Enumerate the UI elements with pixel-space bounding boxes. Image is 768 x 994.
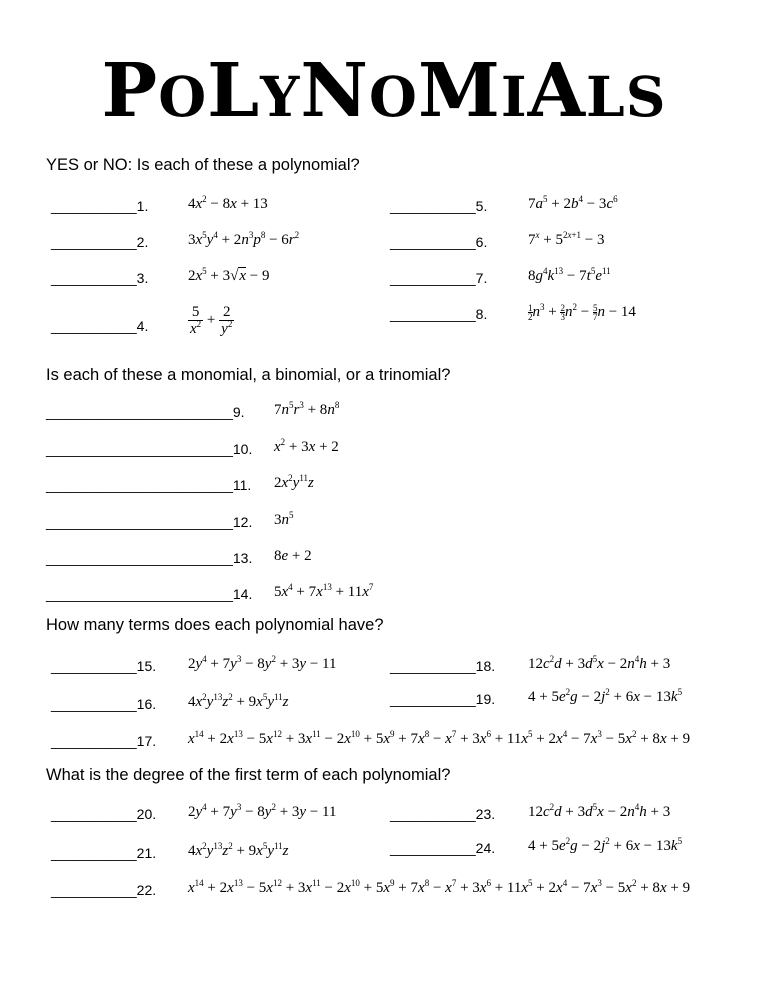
expression-19: $4 + 5e^2g - 2j^2 + 6x - 13k^5$: [528, 687, 683, 705]
expression-13: 8e + 2: [274, 548, 312, 564]
expression-14: $5x^4 + 7x^{13} + 11x^7$: [274, 582, 374, 600]
expression-17: $x^{14} + 2x^{13} - 5x^{12} + 3x^{11} - 2x^{10} + 5x^9 + 7x^8 - x^7 + 3x^6 + 11x^5 + 2x^4 - 7x^3 - 5x^2 + 8x + 9$: [188, 729, 691, 747]
expression-5: $7a^5 + 2b^4 - 3c^6$: [528, 194, 618, 212]
expression-20: $2y^4 + 7y^3 - 8y^2 + 3y - 11$: [188, 802, 337, 820]
expression-24: $4 + 5e^2g - 2j^2 + 6x - 13k^5$: [528, 836, 683, 854]
title-letter: A: [527, 48, 587, 134]
answer-blank-12[interactable]: ________________________12.: [46, 514, 253, 530]
answer-blank-1[interactable]: ___________1.: [51, 198, 149, 214]
expression-7: $8g^4k^{13} - 7t^5e^{11}$: [528, 266, 611, 284]
answer-blank-22[interactable]: ___________22.: [51, 882, 157, 898]
answer-blank-14[interactable]: ________________________14.: [46, 586, 253, 602]
section-heading-classify: Is each of these a monomial, a binomial, or a trinomial?: [46, 366, 451, 384]
expression-8: $\frac{1}{2}$ $n^3$ + $\frac{2}{3}$ $n^2$ − $\frac{5}{7}$ n − 14: [528, 302, 636, 323]
section-heading-polynomial: YES or NO: Is each of these a polynomial?: [46, 156, 360, 174]
answer-blank-8[interactable]: ___________8.: [390, 306, 488, 322]
answer-blank-23[interactable]: ___________23.: [390, 806, 496, 822]
expression-4: $\frac{5}{x^2}$ + $\frac{2}{y^2}$: [190, 304, 233, 337]
title-letter: S: [625, 64, 667, 129]
answer-blank-15[interactable]: ___________15.: [51, 658, 157, 674]
expression-9: $7n^5r^3 + 8n^8$: [274, 400, 340, 418]
answer-blank-4[interactable]: ___________4.: [51, 318, 149, 334]
title-letter: O: [369, 64, 418, 129]
title-letter: L: [586, 64, 626, 129]
expression-15: $2y^4 + 7y^3 - 8y^2 + 3y - 11$: [188, 654, 337, 672]
expression-2: $3x^5y^4 + 2n^3p^8 - 6r^2$: [188, 230, 300, 248]
answer-blank-2[interactable]: ___________2.: [51, 234, 149, 250]
answer-blank-21[interactable]: ___________21.: [51, 845, 157, 861]
title-letter: O: [158, 64, 208, 129]
answer-blank-6[interactable]: ___________6.: [390, 234, 488, 250]
answer-blank-10[interactable]: ________________________10.: [46, 441, 253, 457]
expression-22: $x^{14} + 2x^{13} - 5x^{12} + 3x^{11} - 2x^{10} + 5x^9 + 7x^8 - x^7 + 3x^6 + 11x^5 + 2x^4 - 7x^3 - 5x^2 + 8x + 9$: [188, 878, 691, 896]
expression-6: $7^x + 5^{2x+1} - 3$: [528, 230, 605, 248]
expression-3: $2x^5 + 3√x - 9$: [188, 266, 270, 284]
section-heading-terms: How many terms does each polynomial have?: [46, 616, 384, 634]
expression-18: $12c^2d + 3d^5x - 2n^4h + 3$: [528, 654, 671, 672]
title-letter: Y: [260, 64, 301, 129]
answer-blank-19[interactable]: ___________19.: [390, 691, 496, 707]
answer-blank-11[interactable]: ________________________11.: [46, 477, 252, 493]
answer-blank-5[interactable]: ___________5.: [390, 198, 488, 214]
answer-blank-13[interactable]: ________________________13.: [46, 550, 253, 566]
section-heading-degree: What is the degree of the first term of each polynomial?: [46, 766, 451, 784]
title-letter: N: [300, 48, 370, 134]
answer-blank-18[interactable]: ___________18.: [390, 658, 496, 674]
expression-1: $4x^2 - 8x + 13$: [188, 194, 268, 212]
answer-blank-3[interactable]: ___________3.: [51, 270, 149, 286]
answer-blank-9[interactable]: ________________________9.: [46, 404, 245, 420]
expression-10: $x^2 + 3x + 2$: [274, 437, 339, 455]
title-letter: L: [207, 48, 261, 134]
expression-23: $12c^2d + 3d^5x - 2n^4h + 3$: [528, 802, 671, 820]
page-title: [0, 46, 768, 142]
answer-blank-17[interactable]: ___________17.: [51, 733, 157, 749]
expression-11: $2x^2y^{11}z$: [274, 473, 314, 491]
answer-blank-16[interactable]: ___________16.: [51, 696, 157, 712]
expression-16: $4x^2y^{13}z^2 + 9x^5y^{11}z$: [188, 692, 289, 710]
answer-blank-24[interactable]: ___________24.: [390, 840, 496, 856]
answer-blank-20[interactable]: ___________20.: [51, 806, 157, 822]
title-letter: P: [101, 48, 159, 134]
expression-12: $3n^5$: [274, 510, 294, 528]
title-letter: M: [417, 48, 501, 134]
expression-21: $4x^2y^{13}z^2 + 9x^5y^{11}z$: [188, 841, 289, 859]
answer-blank-7[interactable]: ___________7.: [390, 270, 488, 286]
title-letter: I: [500, 64, 528, 129]
